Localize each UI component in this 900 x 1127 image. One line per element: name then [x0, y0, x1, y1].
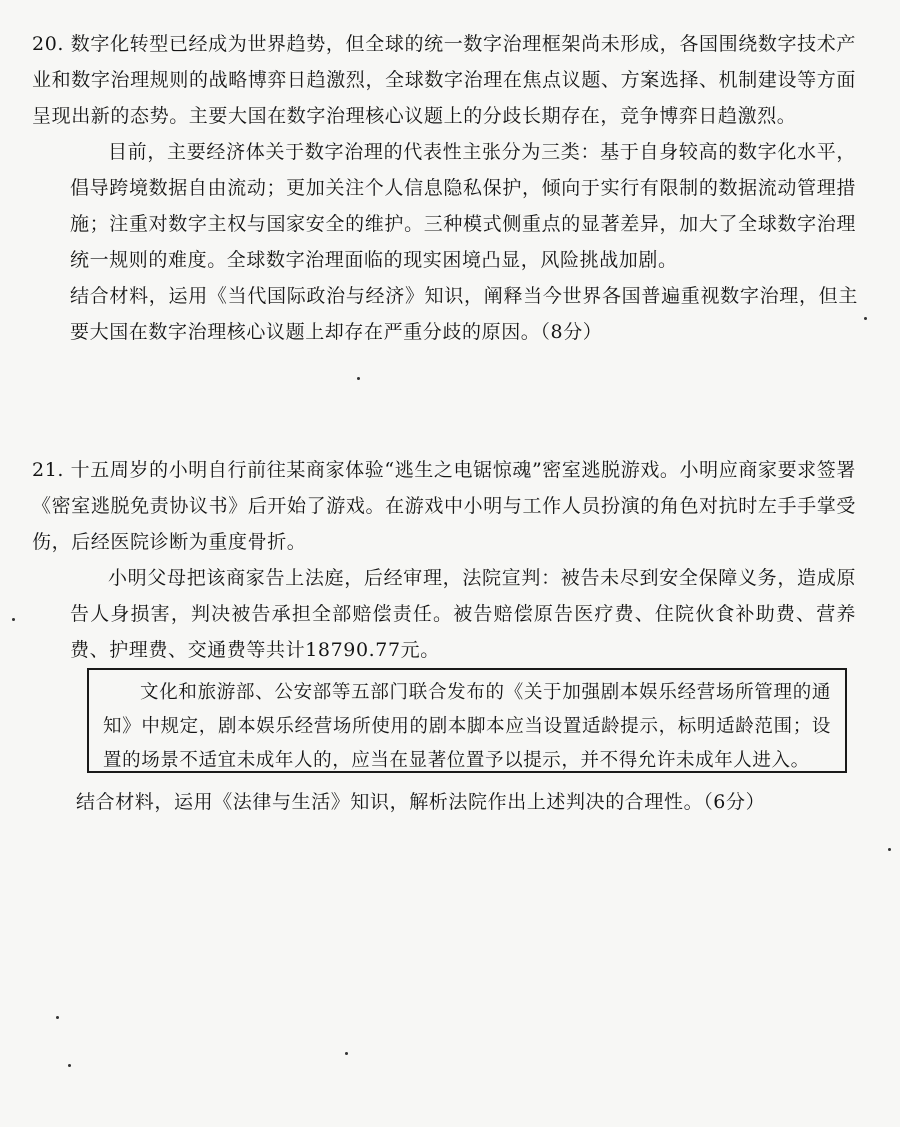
- scan-speck: [56, 1016, 59, 1019]
- q21-notice-box: [87, 668, 847, 773]
- scan-speck: [888, 848, 891, 851]
- q21-notice-text: 文化和旅游部、公安部等五部门联合发布的《关于加强剧本娱乐经营场所管理的通知》中规定，剧本娱乐经营场所使用的剧本脚本应当设置适龄提示，标明适龄范围；设置的场景不适宜未成年人的，应当在显著位置予以提示，并不得允许未成年人进入。: [103, 682, 831, 771]
- scan-speck: [357, 377, 360, 380]
- q21-question-text: 结合材料，运用《法律与生活》知识，解析法院作出上述判决的合理性。（6分）: [76, 791, 766, 813]
- q20-question-text: 结合材料，运用《当代国际政治与经济》知识，阐释当今世界各国普遍重视数字治理，但主要大国在数字治理核心议题上却存在严重分歧的原因。（8分）: [70, 285, 858, 343]
- scan-speck: [864, 317, 867, 320]
- scan-speck: [345, 1052, 348, 1055]
- q21-material-text: 小明父母把该商家告上法庭，后经审理，法院宣判：被告未尽到安全保障义务，造成原告人身损害，判决被告承担全部赔偿责任。被告赔偿原告医疗费、住院伙食补助费、营养费、护理费、交通费等共计18790.77元。: [70, 567, 856, 661]
- q20-lead-text: 20. 数字化转型已经成为世界趋势，但全球的统一数字治理框架尚未形成，各国围绕数字技术产业和数字治理规则的战略博弈日趋激烈，全球数字治理在焦点议题、方案选择、机制建设等方面呈现出新的态势。主要大国在数字治理核心议题上的分歧长期存在，竞争博弈日趋激烈。: [32, 33, 856, 127]
- scan-speck: [12, 618, 15, 621]
- q20-material-text: 目前，主要经济体关于数字治理的代表性主张分为三类：基于自身较高的数字化水平，倡导跨境数据自由流动；更加关注个人信息隐私保护，倾向于实行有限制的数据流动管理措施；注重对数字主权与国家安全的维护。三种模式侧重点的显著差异，加大了全球数字治理统一规则的难度。全球数字治理面临的现实困境凸显，风险挑战加剧。: [70, 141, 856, 271]
- scan-speck: [68, 1064, 71, 1067]
- q21-lead-text: 21. 十五周岁的小明自行前往某商家体验“逃生之电锯惊魂”密室逃脱游戏。小明应商家要求签署《密室逃脱免责协议书》后开始了游戏。在游戏中小明与工作人员扮演的角色对抗时左手手掌受伤，后经医院诊断为重度骨折。: [32, 459, 856, 553]
